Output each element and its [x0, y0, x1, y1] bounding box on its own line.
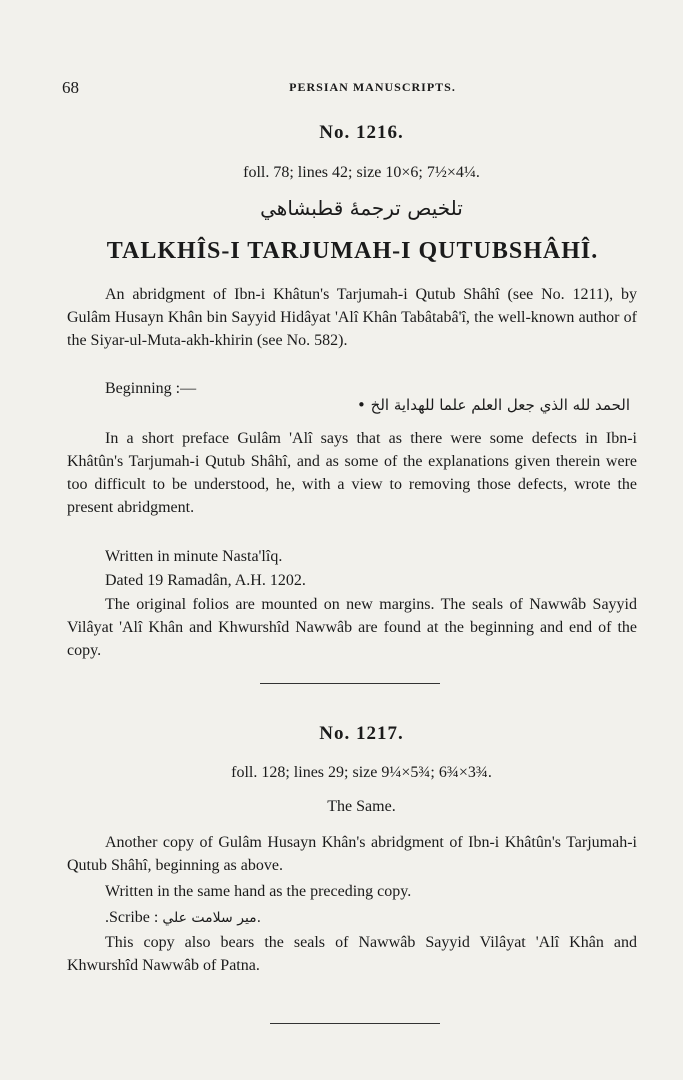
scribe-arabic: مير سلامت علي.	[162, 910, 262, 926]
running-title: PERSIAN MANUSCRIPTS.	[289, 80, 456, 94]
entry-1216-dated: Dated 19 Ramadân, A.H. 1202.	[105, 572, 306, 589]
entry-1217-description: Another copy of Gulâm Husayn Khân's abridgment of Ibn-i Khâtûn's Tarjumah-i Qutub Shâhî, beginning as above.	[67, 834, 637, 874]
bottom-divider	[270, 1023, 440, 1024]
entry-1217-written: Written in the same hand as the preceding copy.	[105, 883, 412, 900]
entry-1216-written: Written in minute Nasta'lîq.	[105, 548, 283, 565]
entry-1216-preface-paragraph: In a short preface Gulâm 'Alî says that as there were some defects in Ibn-i Khâtûn's Tarjumah-i Qutub Shâhî, and as some of the explanations given therein were too difficult to be understood, he, with a view to removing those defects, wrote the present abridgment.	[67, 430, 637, 516]
entry-1217-subtitle: The Same.	[327, 798, 396, 815]
entry-1216-arabic-title: تلخيص ترجمهٔ قطبشاهي	[260, 196, 463, 220]
section-divider	[260, 683, 440, 684]
entry-1216-description: An abridgment of Ibn-i Khâtun's Tarjumah-i Qutub Shâhî (see No. 1211), by Gulâm Husayn Khân bin Sayyid Hidâyat 'Alî Khân Tabâtabâ'î, the well-known author of the Siyar-ul-Muta-akh-khirin (see No. 582).	[67, 286, 637, 349]
entry-1217-folio-line: foll. 128; lines 29; size 9¼×5¾; 6¾×3¾.	[231, 764, 492, 781]
entry-number-1216: No. 1216.	[319, 122, 404, 143]
entry-1216-folio-line: foll. 78; lines 42; size 10×6; 7½×4¼.	[243, 164, 480, 181]
scribe-label: .Scribe :	[105, 909, 159, 926]
entry-1216-seals-paragraph: The original folios are mounted on new margins. The seals of Nawwâb Sayyid Vilâyat 'Alî Khân and Khwurshîd Nawwâb are found at the beginning and end of the copy.	[67, 596, 637, 659]
entry-number-1217: No. 1217.	[319, 723, 404, 744]
entry-1216-beginning-label: Beginning :—	[105, 380, 197, 397]
entry-1216-title: TALKHÎS-I TARJUMAH-I QUTUBSHÂHÎ.	[106, 238, 599, 264]
page-header	[62, 78, 643, 98]
entry-1217-seals-paragraph: This copy also bears the seals of Nawwâb Sayyid Vilâyat 'Alî Khân and Khwurshîd Nawwâb of Patna.	[67, 934, 637, 974]
page-number: 68	[62, 78, 79, 97]
entry-1217-scribe	[105, 906, 261, 930]
entry-1216-beginning-arabic: الحمد لله الذي جعل العلم علما للهداية الخ •	[357, 396, 630, 414]
